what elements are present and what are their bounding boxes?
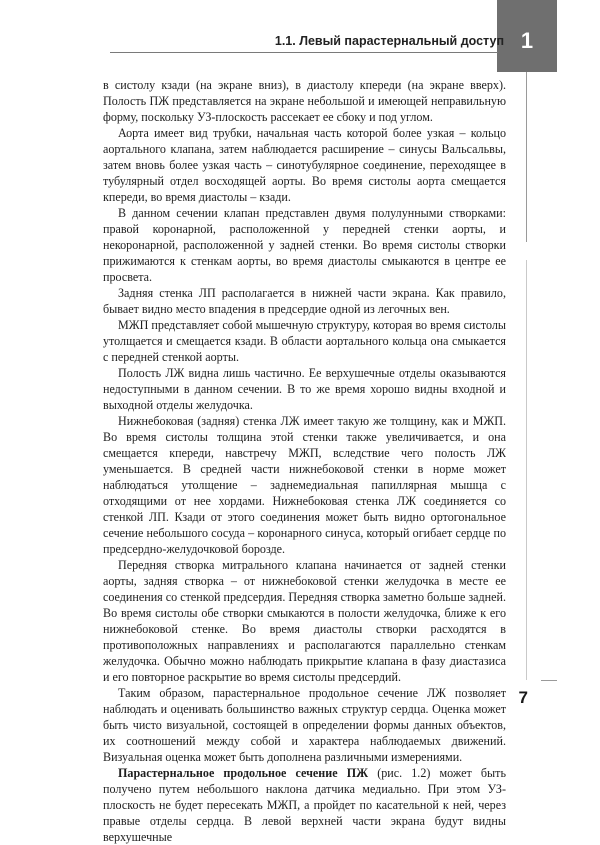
paragraph: Нижнебоковая (задняя) стенка ЛЖ имеет такую же толщину, как и МЖП. Во время систолы толщина этой стенки также увеличивается, и она смещается кпереди, навстречу МЖП, вследствие чего полость ЛЖ уменьшается. В средней части нижнебоковой стенки в норме может наблюдаться утолщение – заднемедиальная папиллярная мышца с отходящими от нее хордами. Нижнебоковая стенка ЛЖ соединяется со стенкой ЛП. Кзади от этого соединения может быть видно ортогональное сечение небольшого сосуда – коронарного синуса, который огибает сердце по предсердно-желудочковой борозде. — [103, 414, 506, 556]
paragraph: в систолу кзади (на экране вниз), в диастолу кпереди (на экране вверх). Полость ПЖ представляется на экране небольшой и имеющей неправильную форму, поскольку УЗ-плоскость рассекает ее сбоку и под углом. — [103, 78, 506, 124]
paragraph: МЖП представляет собой мышечную структуру, которая во время систолы утолщается и смещается кзади. В области аортального кольца она смыкается с передней стенкой аорты. — [103, 318, 506, 364]
paragraph: Задняя стенка ЛП располагается в нижней части экрана. Как правило, бывает видно место впадения в предсердие одной из легочных вен. — [103, 286, 506, 316]
paragraph: Передняя створка митрального клапана начинается от задней стенки аорты, задняя створка – от нижнебоковой стенки желудочка в месте ее соединения со стенкой предсердия. Передняя створка заметно больше задней. Во время систолы обе створки смыкаются в полости желудочка, ближе к его нижнебоковой стенке. Во время диастолы створки расходятся в противоположных направлениях и располагаются параллельно стенкам желудочка. Обычно можно наблюдать прикрытие клапана в фазу диастазиса и его повторное раскрытие во время систолы предсердий. — [103, 558, 506, 684]
paragraph — [103, 765, 506, 845]
paragraph-text: (рис. 1.2) может быть получено путем небольшого наклона датчика медиально. При этом УЗ-плоскость не будет пересекать МЖП, а пройдет по касательной к ней, через правые отделы сердца. В левой верхней части экрана будут видны верхушечные — [103, 766, 506, 844]
paragraph: Полость ЛЖ видна лишь частично. Ее верхушечные отделы оказываются недоступными в данном сечении. В то же время хорошо видны входной и выходной отделы желудочка. — [103, 366, 506, 412]
margin-rule — [526, 72, 527, 242]
running-header: 1.1. Левый парастернальный доступ — [274, 34, 504, 48]
footer-rule — [541, 680, 557, 681]
paragraph-lead: Парастернальное продольное сечение ПЖ — [118, 766, 369, 780]
header-divider — [110, 52, 498, 53]
body-text — [103, 77, 506, 845]
chapter-tab — [497, 0, 557, 72]
chapter-number: 1 — [520, 28, 534, 53]
page-number: 7 — [518, 688, 528, 707]
margin-rule — [526, 260, 527, 680]
paragraph: Аорта имеет вид трубки, начальная часть которой более узкая – кольцо аортального клапана, затем наблюдается расширение – синусы Вальсальвы, затем вновь более узкая часть – синотубулярное соединение, переходящее в тубулярный отдел восходящей аорты. Во время систолы аорта смещается кпереди, во время диастолы – кзади. — [103, 126, 506, 204]
paragraph: В данном сечении клапан представлен двумя полулунными створками: правой коронарной, расположенной у передней стенки аорты, и некоронарной, расположенной у задней стенки. Во время систолы створки прижимаются к стенкам аорты, во время диастолы смыкаются в центре ее просвета. — [103, 206, 506, 284]
paragraph: Таким образом, парастернальное продольное сечение ЛЖ позволяет наблюдать и оценивать большинство важных структур сердца. Оценка может быть чисто визуальной, состоящей в определении формы данных объектов, их соотношений между собой и характера наблюдаемых движений. Визуальная оценка может быть дополнена различными измерениями. — [103, 686, 506, 764]
